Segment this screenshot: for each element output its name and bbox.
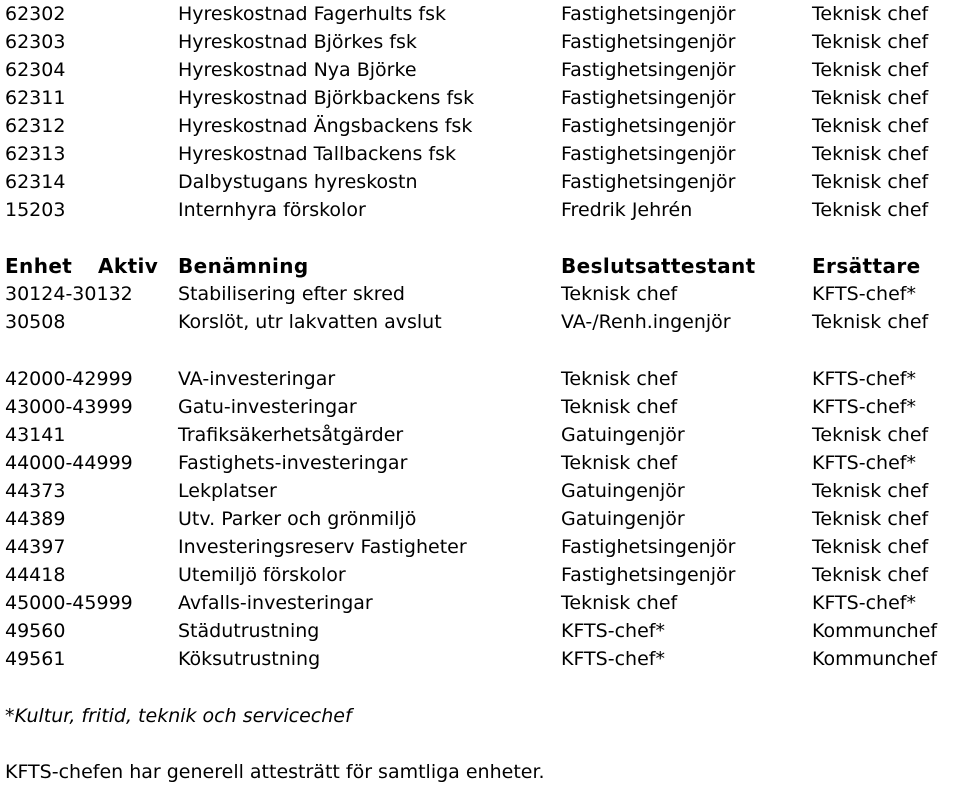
unit-code: 44000-44999 bbox=[5, 452, 133, 474]
substitute: Teknisk chef bbox=[812, 536, 929, 558]
attestant: Teknisk chef bbox=[561, 452, 678, 474]
description: Hyreskostnad Ängsbackens fsk bbox=[178, 115, 473, 137]
description: Hyreskostnad Björkes fsk bbox=[178, 31, 417, 53]
header-aktiv: Aktiv bbox=[98, 254, 159, 278]
unit-code: 43141 bbox=[5, 424, 66, 446]
substitute: Teknisk chef bbox=[812, 564, 929, 586]
attestant: Fastighetsingenjör bbox=[561, 31, 736, 53]
unit-code: 62302 bbox=[5, 3, 66, 25]
attestant: Teknisk chef bbox=[561, 368, 678, 390]
substitute: Teknisk chef bbox=[812, 3, 929, 25]
attestant: Fastighetsingenjör bbox=[561, 3, 736, 25]
unit-code: 44418 bbox=[5, 564, 66, 586]
description: Hyreskostnad Björkbackens fsk bbox=[178, 87, 475, 109]
attestant: Fastighetsingenjör bbox=[561, 87, 736, 109]
substitute: Kommunchef bbox=[812, 620, 938, 642]
table-row bbox=[0, 280, 960, 308]
description: Internhyra förskolor bbox=[178, 199, 366, 221]
unit-code: 62314 bbox=[5, 171, 66, 193]
unit-code: 62303 bbox=[5, 31, 66, 53]
attestant: Teknisk chef bbox=[561, 592, 678, 614]
table-row bbox=[0, 140, 960, 168]
substitute: Teknisk chef bbox=[812, 199, 929, 221]
substitute: Teknisk chef bbox=[812, 508, 929, 530]
attestant: Gatuingenjör bbox=[561, 424, 685, 446]
table-row bbox=[0, 561, 960, 589]
description: Hyreskostnad Fagerhults fsk bbox=[178, 3, 446, 25]
unit-code: 44389 bbox=[5, 508, 66, 530]
table-row bbox=[0, 168, 960, 196]
substitute: KFTS-chef* bbox=[812, 283, 916, 305]
substitute: KFTS-chef* bbox=[812, 592, 916, 614]
description: Lekplatser bbox=[178, 480, 277, 502]
table-row bbox=[0, 56, 960, 84]
substitute: Teknisk chef bbox=[812, 59, 929, 81]
unit-code: 62311 bbox=[5, 87, 66, 109]
table-row bbox=[0, 617, 960, 645]
table-row bbox=[0, 28, 960, 56]
unit-code: 62312 bbox=[5, 115, 66, 137]
substitute: Teknisk chef bbox=[812, 480, 929, 502]
attestant: Fastighetsingenjör bbox=[561, 536, 736, 558]
description: Stabilisering efter skred bbox=[178, 283, 405, 305]
attestant: Fastighetsingenjör bbox=[561, 59, 736, 81]
table-row bbox=[0, 449, 960, 477]
description: Trafiksäkerhetsåtgärder bbox=[178, 424, 404, 446]
description: Köksutrustning bbox=[178, 648, 321, 670]
attestant: Fastighetsingenjör bbox=[561, 171, 736, 193]
description: Hyreskostnad Nya Björke bbox=[178, 59, 417, 81]
footnote: *Kultur, fritid, teknik och servicechef bbox=[5, 705, 352, 727]
table-row bbox=[0, 0, 960, 28]
substitute: Teknisk chef bbox=[812, 115, 929, 137]
attestant: Fastighetsingenjör bbox=[561, 115, 736, 137]
attestant: Teknisk chef bbox=[561, 283, 678, 305]
table-row bbox=[0, 365, 960, 393]
description: Investeringsreserv Fastigheter bbox=[178, 536, 467, 558]
substitute: KFTS-chef* bbox=[812, 452, 916, 474]
table-row bbox=[0, 393, 960, 421]
table-row bbox=[0, 533, 960, 561]
description: Utv. Parker och grönmiljö bbox=[178, 508, 417, 530]
substitute: Teknisk chef bbox=[812, 143, 929, 165]
description: Korslöt, utr lakvatten avslut bbox=[178, 311, 442, 333]
description: Avfalls-investeringar bbox=[178, 592, 373, 614]
table-row bbox=[0, 196, 960, 224]
attestant: Gatuingenjör bbox=[561, 480, 685, 502]
attestant: Fredrik Jehrén bbox=[561, 199, 693, 221]
attestant: Fastighetsingenjör bbox=[561, 143, 736, 165]
header-benamning: Benämning bbox=[178, 254, 309, 278]
attestant: Gatuingenjör bbox=[561, 508, 685, 530]
unit-code: 30124-30132 bbox=[5, 283, 133, 305]
attestant: KFTS-chef* bbox=[561, 648, 665, 670]
substitute: Teknisk chef bbox=[812, 171, 929, 193]
attestant: Teknisk chef bbox=[561, 396, 678, 418]
table-row bbox=[0, 589, 960, 617]
table-row bbox=[0, 421, 960, 449]
unit-code: 44373 bbox=[5, 480, 66, 502]
unit-code: 15203 bbox=[5, 199, 66, 221]
substitute: KFTS-chef* bbox=[812, 396, 916, 418]
table-row bbox=[0, 308, 960, 336]
header-enhet: Enhet bbox=[5, 254, 73, 278]
unit-code: 49561 bbox=[5, 648, 66, 670]
unit-code: 49560 bbox=[5, 620, 66, 642]
unit-code: 44397 bbox=[5, 536, 66, 558]
substitute: Teknisk chef bbox=[812, 311, 929, 333]
table-row bbox=[0, 645, 960, 673]
substitute: Teknisk chef bbox=[812, 424, 929, 446]
unit-code: 62304 bbox=[5, 59, 66, 81]
table-header bbox=[0, 252, 960, 280]
table-row bbox=[0, 84, 960, 112]
substitute: KFTS-chef* bbox=[812, 368, 916, 390]
attestant: KFTS-chef* bbox=[561, 620, 665, 642]
general-note: KFTS-chefen har generell attesträtt för samtliga enheter. bbox=[5, 761, 545, 783]
unit-code: 43000-43999 bbox=[5, 396, 133, 418]
substitute: Teknisk chef bbox=[812, 87, 929, 109]
attestant: VA-/Renh.ingenjör bbox=[561, 311, 731, 333]
description: Gatu-investeringar bbox=[178, 396, 357, 418]
substitute: Teknisk chef bbox=[812, 31, 929, 53]
unit-code: 30508 bbox=[5, 311, 66, 333]
description: Städutrustning bbox=[178, 620, 320, 642]
description: Dalbystugans hyreskostn bbox=[178, 171, 418, 193]
attestant: Fastighetsingenjör bbox=[561, 564, 736, 586]
unit-code: 42000-42999 bbox=[5, 368, 133, 390]
header-ersattare: Ersättare bbox=[812, 254, 921, 278]
unit-code: 62313 bbox=[5, 143, 66, 165]
description: Hyreskostnad Tallbackens fsk bbox=[178, 143, 456, 165]
substitute: Kommunchef bbox=[812, 648, 938, 670]
table-row bbox=[0, 477, 960, 505]
table-row bbox=[0, 112, 960, 140]
description: Fastighets-investeringar bbox=[178, 452, 408, 474]
header-beslutsattestant: Beslutsattestant bbox=[561, 254, 756, 278]
description: Utemiljö förskolor bbox=[178, 564, 346, 586]
table-row bbox=[0, 505, 960, 533]
description: VA-investeringar bbox=[178, 368, 336, 390]
unit-code: 45000-45999 bbox=[5, 592, 133, 614]
